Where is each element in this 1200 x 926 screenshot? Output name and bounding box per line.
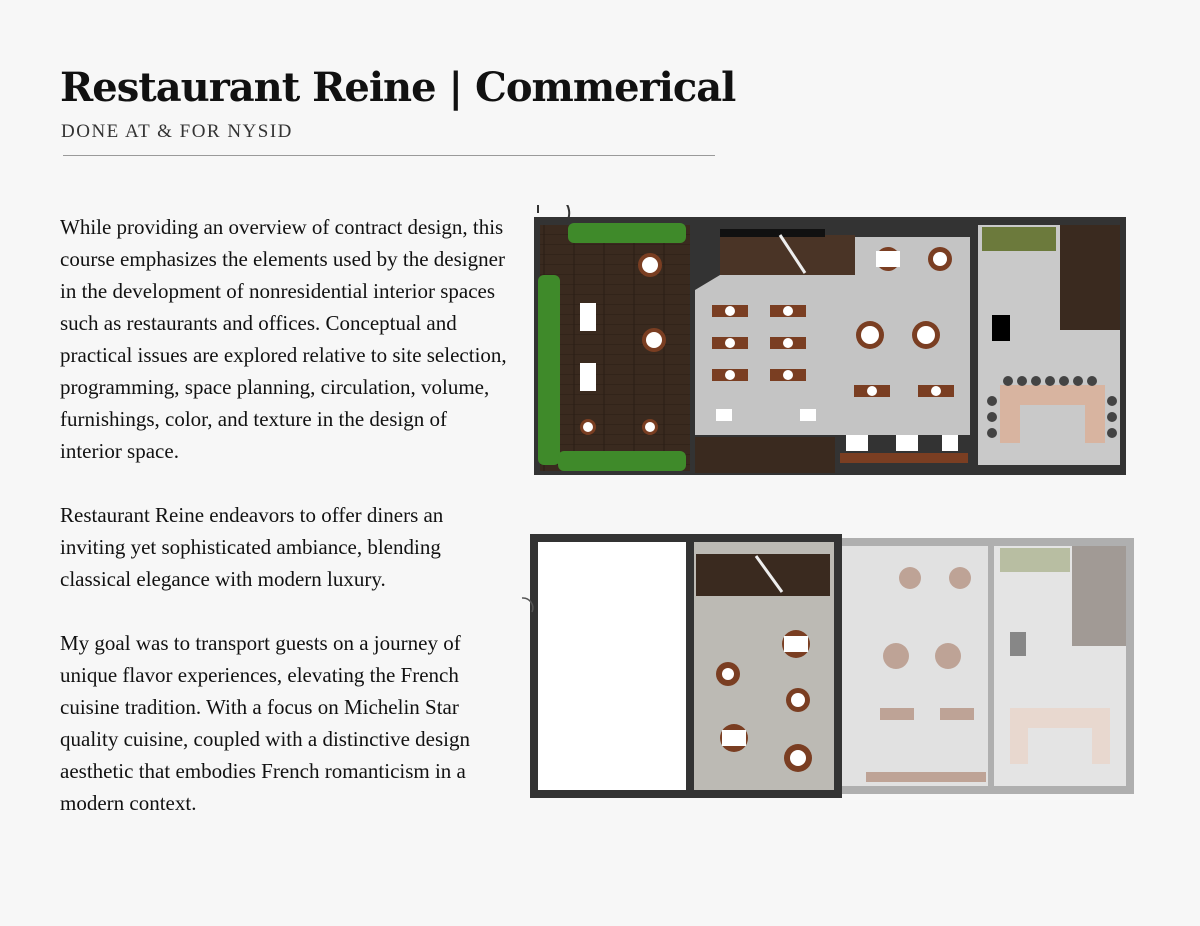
planter-left [538,275,560,465]
planter-bottom [558,451,686,471]
paragraph-design-goal: My goal was to transport guests on a journey of unique flavor experiences, elevating the French cuisine tradition. With a focus on Michelin Star quality cuisine, coupled with a distinctive design aesthetic that embodies French romanticism in a modern context. [60,631,471,815]
page-title: Restaurant Reine | Commerical [60,64,736,111]
floor-plan-full [530,205,1132,480]
paragraph-course-overview: While providing an overview of contract design, this course emphasizes the elements used by the designer in the development of nonresidential interior spaces such as restaurants and offices. Conceptual and practical issues are explored relative to site selection, programming, space planning, circulation, volume, furnishings, color, and texture in the design of interior space. [60,215,507,463]
title-divider [63,155,715,156]
paragraph-restaurant-intro: Restaurant Reine endeavors to offer diners an inviting yet sophisticated ambiance, blending classical elegance with modern luxury. [60,503,444,591]
wood-floor-area [540,225,690,471]
page-subtitle: DONE AT & FOR NYSID [61,121,293,142]
floor-plan-highlighted-section [520,532,1140,800]
planter-top [568,223,686,243]
